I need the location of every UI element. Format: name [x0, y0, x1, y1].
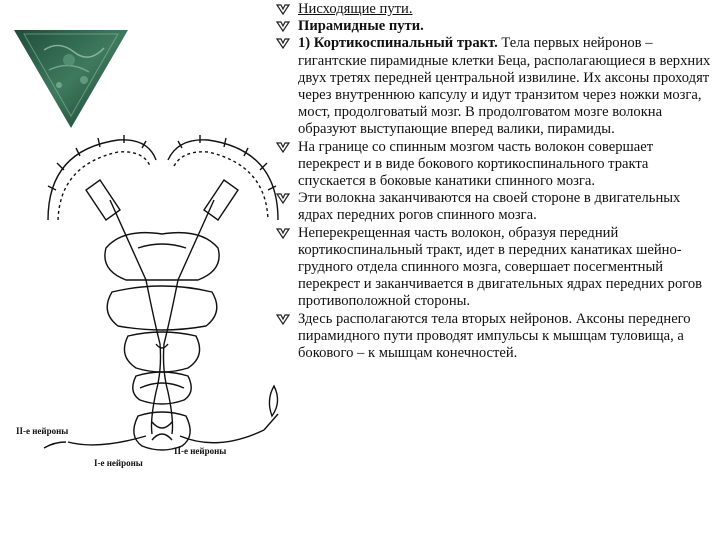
bullet-text: Тела первых нейронов – гигантские пирамидные клетки Беца, располагающиеся в верхних двух третях передней центральной извилине. Их аксоны проходят через внутреннюю капсулу и идут транзитом через ножки мозга, мост, продолговатый мозг. В продолговатом мозге волокна образуют выступающие вперед валики, пирамиды. — [298, 35, 711, 138]
midbrain-section — [105, 233, 219, 280]
check-arrow-icon — [276, 226, 290, 240]
check-arrow-icon — [276, 2, 290, 16]
check-arrow-icon — [276, 191, 290, 205]
bullet-item — [276, 225, 714, 311]
bullet-list — [276, 1, 714, 362]
bullet-item — [276, 190, 714, 224]
bullet-text: Нисходящие пути. — [298, 1, 413, 17]
triangle-logo — [14, 30, 128, 128]
bullet-item — [276, 35, 714, 138]
bullet-text: Эти волокна заканчиваются на своей стороне в двигательных ядрах передних рогов спинного мозга. — [298, 190, 681, 224]
check-arrow-icon — [276, 312, 290, 326]
bullet-text: Пирамидные пути. — [298, 18, 424, 35]
bullet-text: Неперекрещенная часть волокон, образуя передний кортикоспинальный тракт, идет в передних канатиках шейно-грудного отдела спинного мозга, совершает посегментный перекрест и заканчивается в двигательных ядрах передних рогов противоположной стороны. — [298, 224, 703, 310]
bullet-item — [276, 139, 714, 191]
check-arrow-icon — [276, 140, 290, 154]
bullet-text: На границе со спинным мозгом часть волокон совершает перекрест и в виде бокового кортикоспинального тракта спускается в боковые канатики спинного мозга. — [298, 138, 654, 190]
pyramidal-tract-diagram — [16, 130, 296, 490]
bullet-item — [276, 1, 714, 18]
label-first-neurons: I-е нейроны — [94, 458, 143, 468]
pons-section — [107, 286, 217, 330]
spinal-cord-lower — [134, 412, 190, 450]
label-second-neurons-right: II-е нейроны — [174, 446, 227, 456]
bullet-text: Здесь располагаются тела вторых нейронов. Аксоны переднего пирамидного пути проводят импульсы к мышцам туловища, а бокового – к мышцам конечностей. — [298, 310, 691, 362]
cortex-right-hemisphere — [168, 140, 278, 220]
bullet-item — [276, 311, 714, 363]
cortex-left-hemisphere — [48, 140, 156, 220]
muscle-icon — [269, 386, 277, 416]
bullet-title: 1) Кортикоспинальный тракт. — [298, 35, 498, 52]
bullet-item — [276, 18, 714, 35]
medulla-section — [124, 332, 199, 372]
label-second-neurons-left: II-е нейроны — [16, 426, 69, 436]
check-arrow-icon — [276, 19, 290, 33]
check-arrow-icon — [276, 36, 290, 50]
